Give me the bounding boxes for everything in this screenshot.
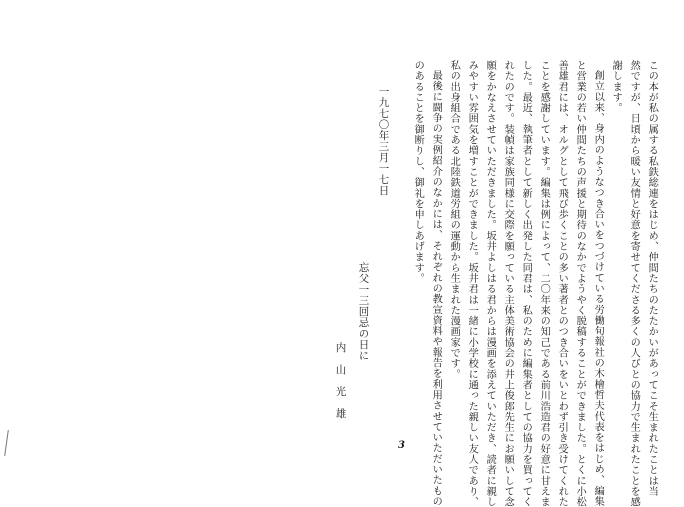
body-line-3: 謝します。 bbox=[610, 60, 622, 114]
body-line-12: 私の出身組合である北陸鉄道労組の運動から生まれた漫画家です。 bbox=[448, 60, 460, 380]
body-line-2: 然ですが、日頃から暖い友情と好意を寄せてくださる多くの人びとの協力で生まれたことを感 bbox=[628, 60, 640, 507]
body-line-1: この本が私の属する私鉄総連をはじめ、仲間たちのたたかいがあってこそ生まれたことは当 bbox=[646, 60, 658, 497]
body-line-14: のあることを御断りし、御礼を申しあげます。 bbox=[412, 60, 424, 284]
body-line-13: 最後に闘争の実例紹介のなかには、それぞれの教宣資料や報告を利用させていただいたもの bbox=[430, 70, 442, 507]
body-line-4: 創立以来、身内のようなつき合いをつづけている労働旬報社の木檜哲夫代表をはじめ、編集 bbox=[592, 70, 604, 507]
author-name: 内 山 光 雄 bbox=[334, 342, 347, 419]
body-line-6: 善雄君には、オルグとして飛び歩くことの多い著者とのつき合いをいとわず引き受けてくれた bbox=[556, 60, 568, 507]
body-line-11: みやすい雰囲気を増すことができました。坂井君は一緒に小学校に通った親しい友人であり、 bbox=[466, 60, 478, 507]
date-line: 一九七〇年三月一七日 bbox=[377, 86, 390, 196]
body-line-7: ことを感謝しています。編集は例によって、二〇年来の知己である前川浩造君の好意に甘えま bbox=[538, 60, 550, 507]
body-line-5: と営業の若い仲間たちの声援と期待のなかでようやく脱稿することができました。とくに小松 bbox=[574, 60, 586, 507]
memorial-line: 忘父一三回忌の日に bbox=[357, 262, 370, 361]
page-number: 3 bbox=[398, 440, 405, 451]
body-line-8: した。最近、執筆者として新しく出発した同君は、私のために編集者としての協力を買ってく bbox=[520, 60, 532, 507]
body-line-9: れたのです。装幀は家族同様に交際を願っている主体美術協会の井上俊郎先生にお願いして念 bbox=[502, 60, 514, 507]
body-line-10: 願をかなえさせていただきました。坂井よしはる君からは漫画を添えていただき、読者に親し bbox=[484, 60, 496, 507]
scan-artifact-line bbox=[4, 430, 9, 456]
